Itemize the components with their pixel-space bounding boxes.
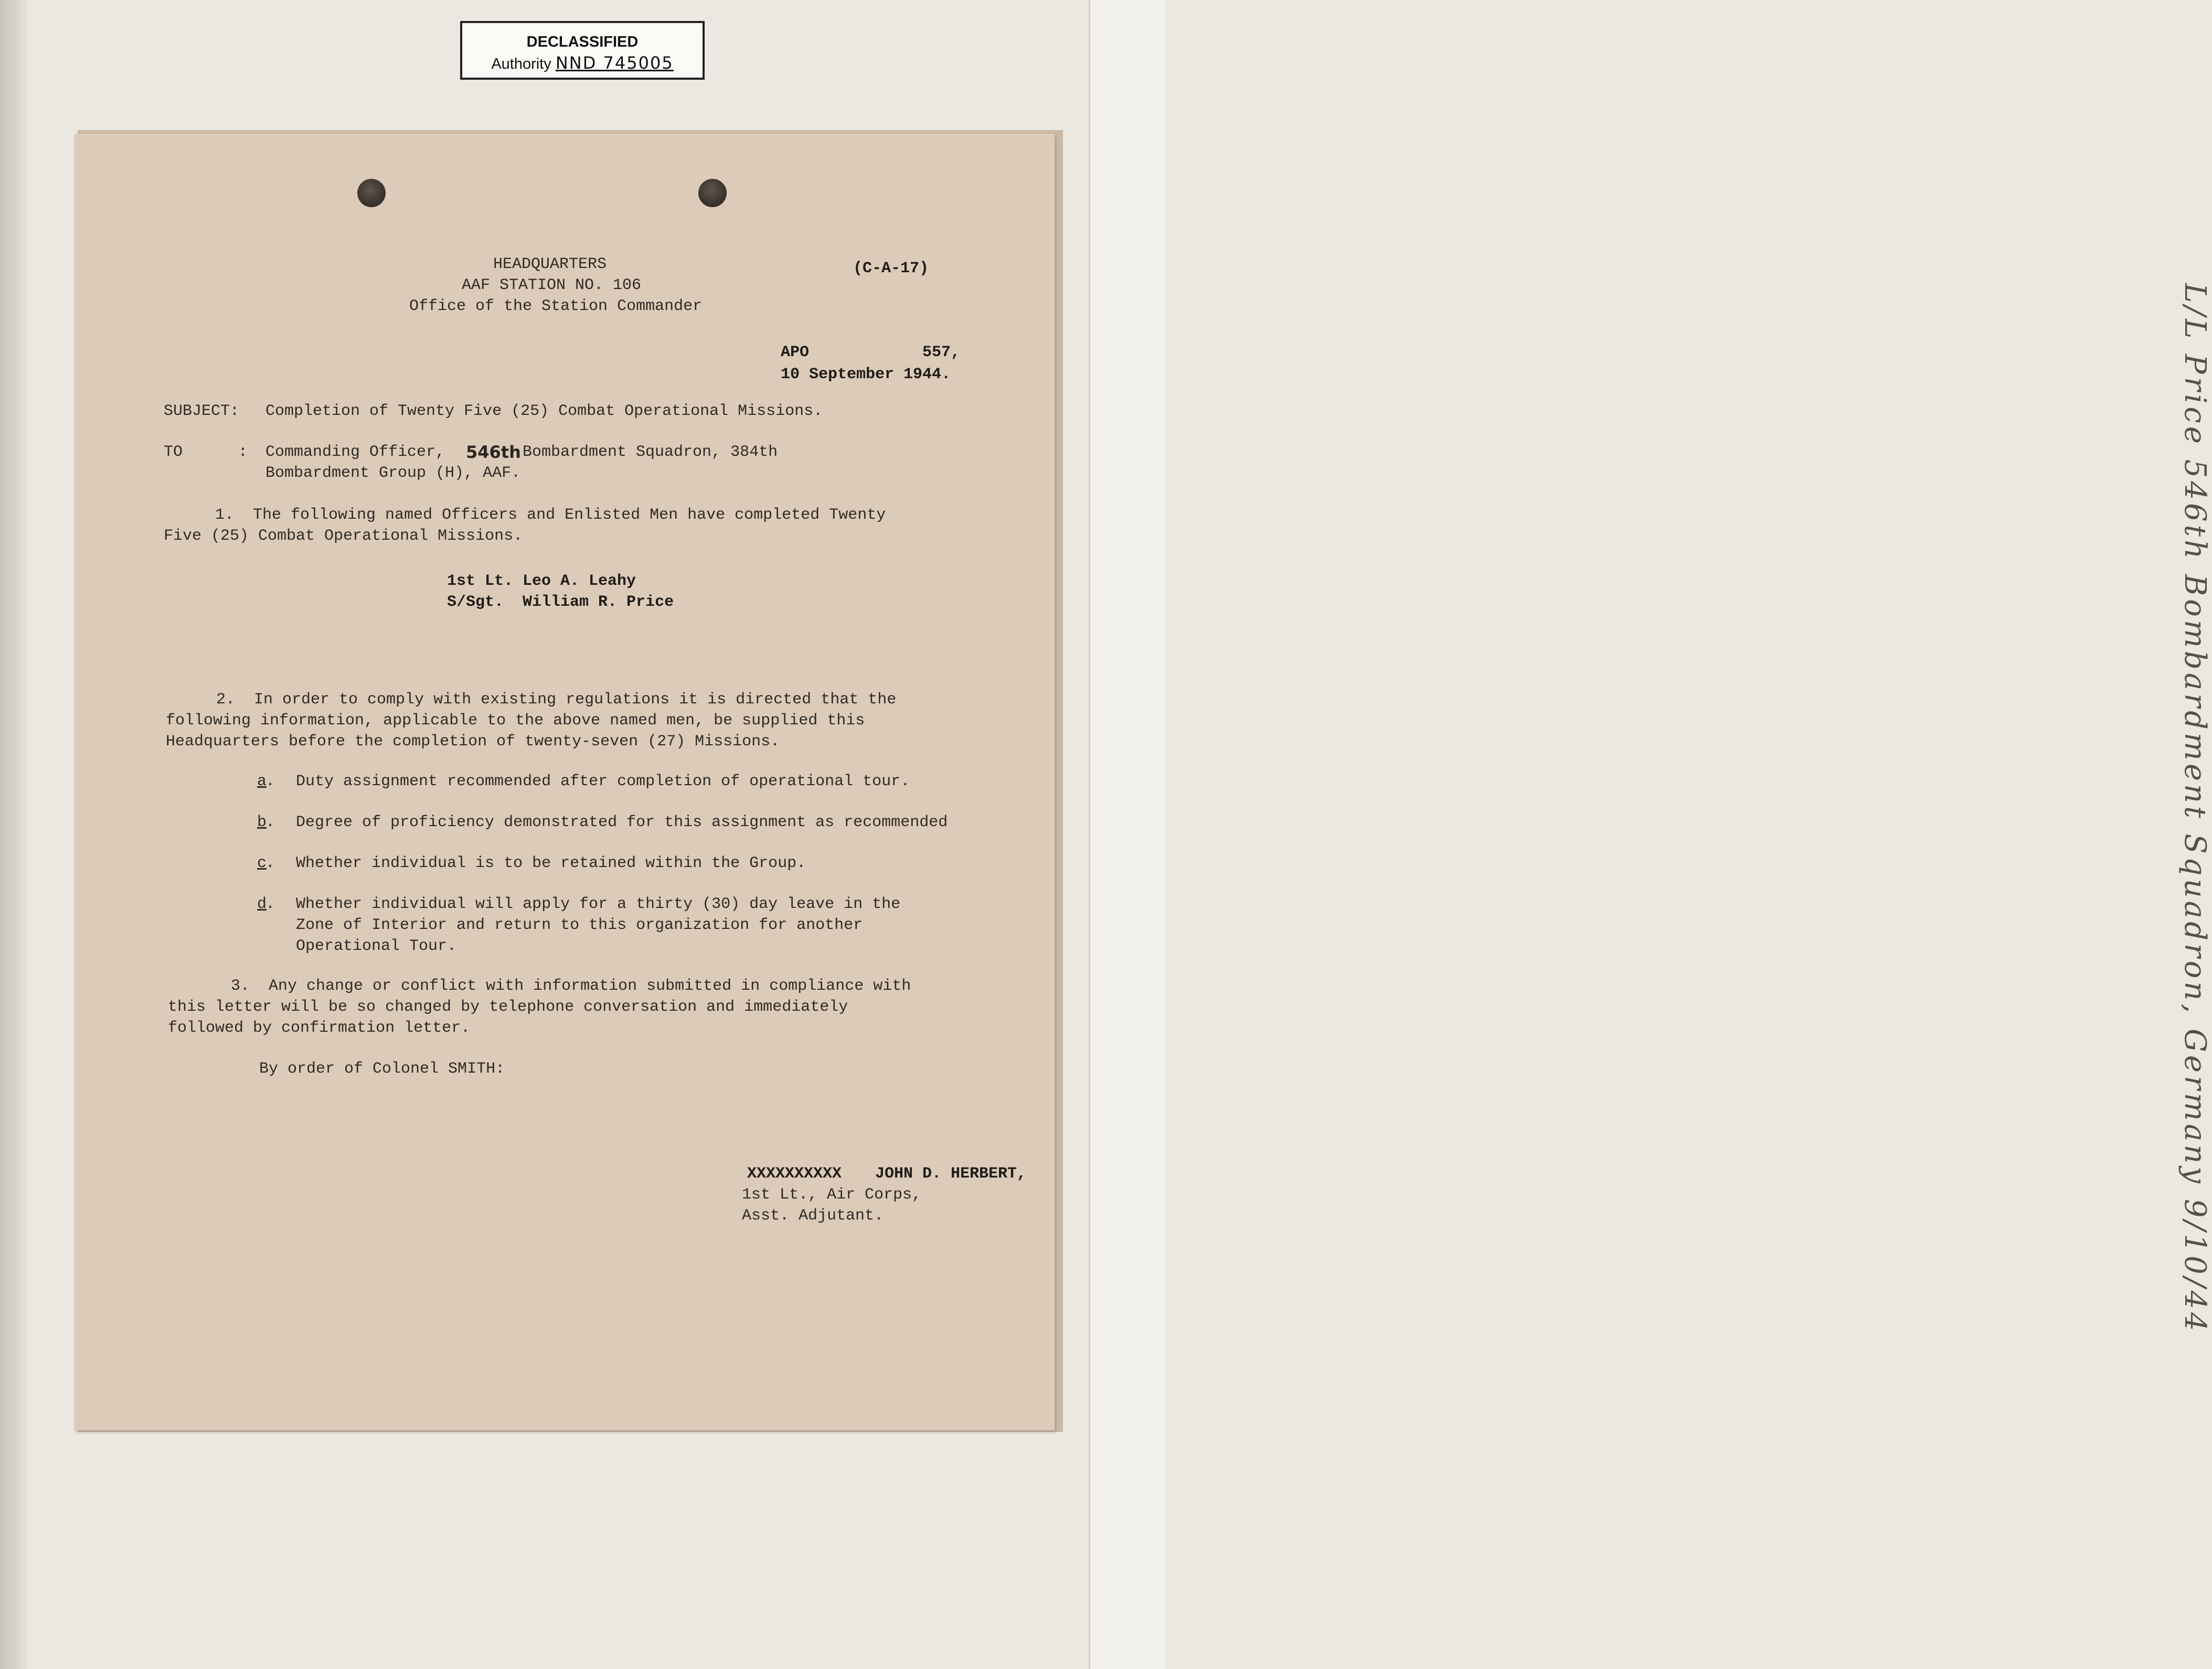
authority-label: Authority	[491, 56, 551, 72]
subject-label: SUBJECT:	[164, 402, 240, 420]
squadron-number: 546th	[466, 442, 521, 462]
item-a-period: .	[265, 773, 275, 790]
apo-label: APO	[781, 344, 810, 361]
item-b-text: Degree of proficiency demonstrated for this assignment as recommended	[296, 814, 948, 831]
name-price: S/Sgt. William R. Price	[447, 593, 674, 611]
item-d-text-line3: Operational Tour.	[296, 937, 457, 955]
item-c-text: Whether individual is to be retained within the Group.	[296, 854, 806, 872]
para2-line1: 2. In order to comply with existing regulations it is directed that the	[216, 691, 897, 709]
item-d-text-line1: Whether individual will apply for a thirty (30) day leave in the	[296, 895, 901, 913]
item-c-period: .	[265, 854, 275, 872]
subject-text: Completion of Twenty Five (25) Combat Operational Missions.	[265, 402, 823, 420]
item-a-letter: a	[257, 773, 267, 790]
punch-hole	[357, 179, 386, 207]
letter-date: 10 September 1944.	[781, 366, 951, 383]
letterhead-station: AAF STATION NO. 106	[462, 276, 642, 294]
to-squadron-text: Bombardment Squadron, 384th	[523, 443, 778, 461]
item-b-letter: b	[257, 814, 267, 831]
para3-line2: this letter will be so changed by telephone conversation and immediately	[168, 998, 848, 1016]
declassified-stamp	[460, 21, 705, 80]
to-colon: :	[238, 443, 248, 461]
letter-page	[75, 134, 1055, 1430]
order-line: By order of Colonel SMITH:	[259, 1060, 505, 1078]
para2-line3: Headquarters before the completion of twenty-seven (27) Missions.	[166, 733, 780, 751]
to-label: TO	[164, 443, 183, 461]
handwritten-margin-note: L/L Price 546th Bombardment Squadron, Germany 9/10/44	[2178, 283, 2212, 1334]
file-code: (C-A-17)	[853, 260, 929, 277]
name-leahy: 1st Lt. Leo A. Leahy	[447, 572, 636, 590]
para3-line3: followed by confirmation letter.	[168, 1019, 471, 1037]
authority-line	[462, 53, 703, 73]
para3-line1: 3. Any change or conflict with information submitted in compliance with	[231, 977, 911, 995]
signature-name: JOHN D. HERBERT,	[875, 1165, 1027, 1183]
signature-title: Asst. Adjutant.	[742, 1207, 884, 1225]
item-d-letter: d	[257, 895, 267, 913]
punch-hole	[698, 179, 727, 207]
to-group: Bombardment Group (H), AAF.	[265, 464, 521, 482]
item-b-period: .	[265, 814, 275, 831]
letterhead-office: Office of the Station Commander	[409, 297, 703, 315]
binder-left-edge	[0, 0, 27, 1669]
declassified-title: DECLASSIFIED	[526, 34, 639, 50]
item-a-text: Duty assignment recommended after completion of operational tour.	[296, 773, 910, 790]
para1-line2: Five (25) Combat Operational Missions.	[164, 527, 523, 545]
binder-right-page	[1089, 0, 2212, 1669]
para2-line2: following information, applicable to the above named men, be supplied this	[166, 712, 865, 730]
signature-strikeout: XXXXXXXXXX	[747, 1165, 842, 1183]
letterhead-headquarters: HEADQUARTERS	[493, 255, 607, 273]
to-addressee: Commanding Officer,	[265, 443, 445, 461]
item-d-period: .	[265, 895, 275, 913]
item-d-text-line2: Zone of Interior and return to this organization for another	[296, 916, 863, 934]
authority-number: NND 745005	[555, 53, 674, 73]
para1-line1: 1. The following named Officers and Enlisted Men have completed Twenty	[215, 506, 886, 524]
item-c-letter: c	[257, 854, 267, 872]
apo-number: 557,	[922, 344, 961, 361]
signature-rank: 1st Lt., Air Corps,	[742, 1186, 922, 1204]
